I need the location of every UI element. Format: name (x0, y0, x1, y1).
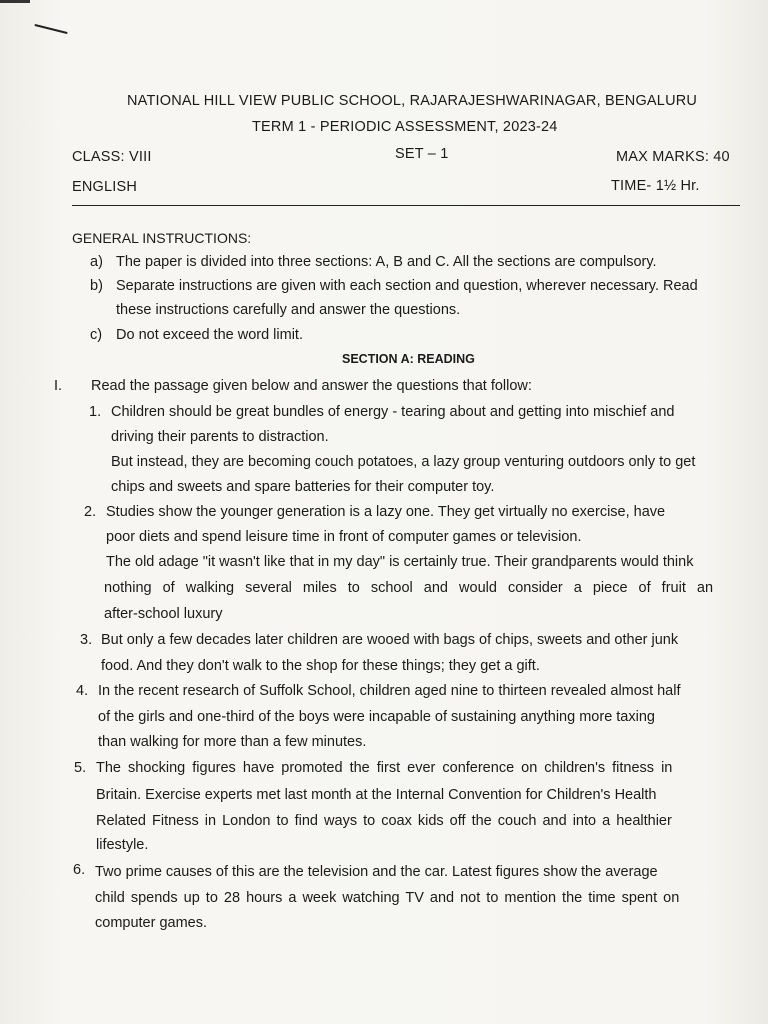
passage-line: In the recent research of Suffolk School, children aged nine to thirteen revealed almost half (98, 683, 681, 699)
passage-line: of the girls and one-third of the boys were incapable of sustaining anything more taxing (98, 709, 655, 725)
passage-line: Studies show the younger generation is a lazy one. They get virtually no exercise, have (106, 504, 666, 520)
subject-label: ENGLISH (72, 179, 138, 195)
question-text: Read the passage given below and answer the questions that follow: (91, 378, 532, 394)
paragraph-number: 3. (80, 632, 93, 648)
max-marks: MAX MARKS: 40 (616, 149, 730, 165)
passage-line: driving their parents to distraction. (111, 429, 329, 445)
paragraph-number: 1. (89, 404, 102, 420)
time-label: TIME- 1½ Hr. (611, 178, 700, 194)
instruction-item (90, 254, 657, 270)
question-heading (54, 378, 532, 394)
instruction-text: Do not exceed the word limit. (116, 327, 303, 343)
passage-line: food. And they don't walk to the shop for these things; they get a gift. (101, 658, 540, 674)
question-number: I. (54, 378, 63, 394)
passage-line: But instead, they are becoming couch potatoes, a lazy group venturing outdoors only to get (111, 454, 696, 470)
section-title: SECTION A: READING (342, 352, 475, 366)
edge-mark (0, 0, 30, 3)
passage-line: The shocking figures have promoted the first ever conference on children's fitness in (96, 760, 673, 776)
instruction-text: The paper is divided into three sections: A, B and C. All the sections are compulsory. (116, 254, 657, 270)
passage-line: Children should be great bundles of energy - tearing about and getting into mischief and (111, 404, 675, 420)
passage-line: chips and sweets and spare batteries for their computer toy. (111, 479, 495, 495)
passage-line: Britain. Exercise experts met last month at the Internal Convention for Children's Health (96, 787, 657, 803)
passage-line: computer games. (95, 915, 208, 931)
instruction-label: b) (90, 278, 103, 294)
passage-line: But only a few decades later children are wooed with bags of chips, sweets and other junk (101, 632, 679, 648)
instruction-item (90, 278, 698, 294)
paragraph-number: 5. (74, 760, 87, 776)
paragraph-number: 2. (84, 504, 97, 520)
instruction-label: a) (90, 254, 103, 270)
instruction-label: c) (90, 327, 103, 343)
instruction-text: Separate instructions are given with each section and question, wherever necessary. Read (116, 278, 698, 294)
class-label: CLASS: VIII (72, 149, 152, 165)
instruction-item (90, 327, 303, 343)
term-title: TERM 1 - PERIODIC ASSESSMENT, 2023-24 (252, 119, 558, 135)
instruction-continuation: these instructions carefully and answer the questions. (116, 302, 461, 318)
paragraph-number: 6. (73, 862, 86, 878)
passage-line: nothing of walking several miles to school and would consider a piece of fruit an (104, 580, 714, 596)
paragraph-number: 4. (76, 683, 89, 699)
header-divider (72, 205, 740, 206)
pen-mark (34, 24, 67, 34)
passage-line: after-school luxury (104, 606, 223, 622)
set-label: SET – 1 (395, 146, 449, 162)
passage-line: poor diets and spend leisure time in front of computer games or television. (106, 529, 582, 545)
passage-line: lifestyle. (96, 837, 149, 853)
passage-line: Related Fitness in London to find ways to coax kids off the couch and into a healthier (96, 813, 672, 829)
passage-line: than walking for more than a few minutes. (98, 734, 367, 750)
passage-line: The old adage "it wasn't like that in my day" is certainly true. Their grandparents would think (106, 554, 694, 570)
instructions-heading: GENERAL INSTRUCTIONS: (72, 230, 252, 246)
passage-line: Two prime causes of this are the television and the car. Latest figures show the average (95, 864, 658, 880)
passage-line: child spends up to 28 hours a week watching TV and not to mention the time spent on (95, 890, 680, 906)
school-name: NATIONAL HILL VIEW PUBLIC SCHOOL, RAJARAJESHWARINAGAR, BENGALURU (127, 93, 698, 109)
